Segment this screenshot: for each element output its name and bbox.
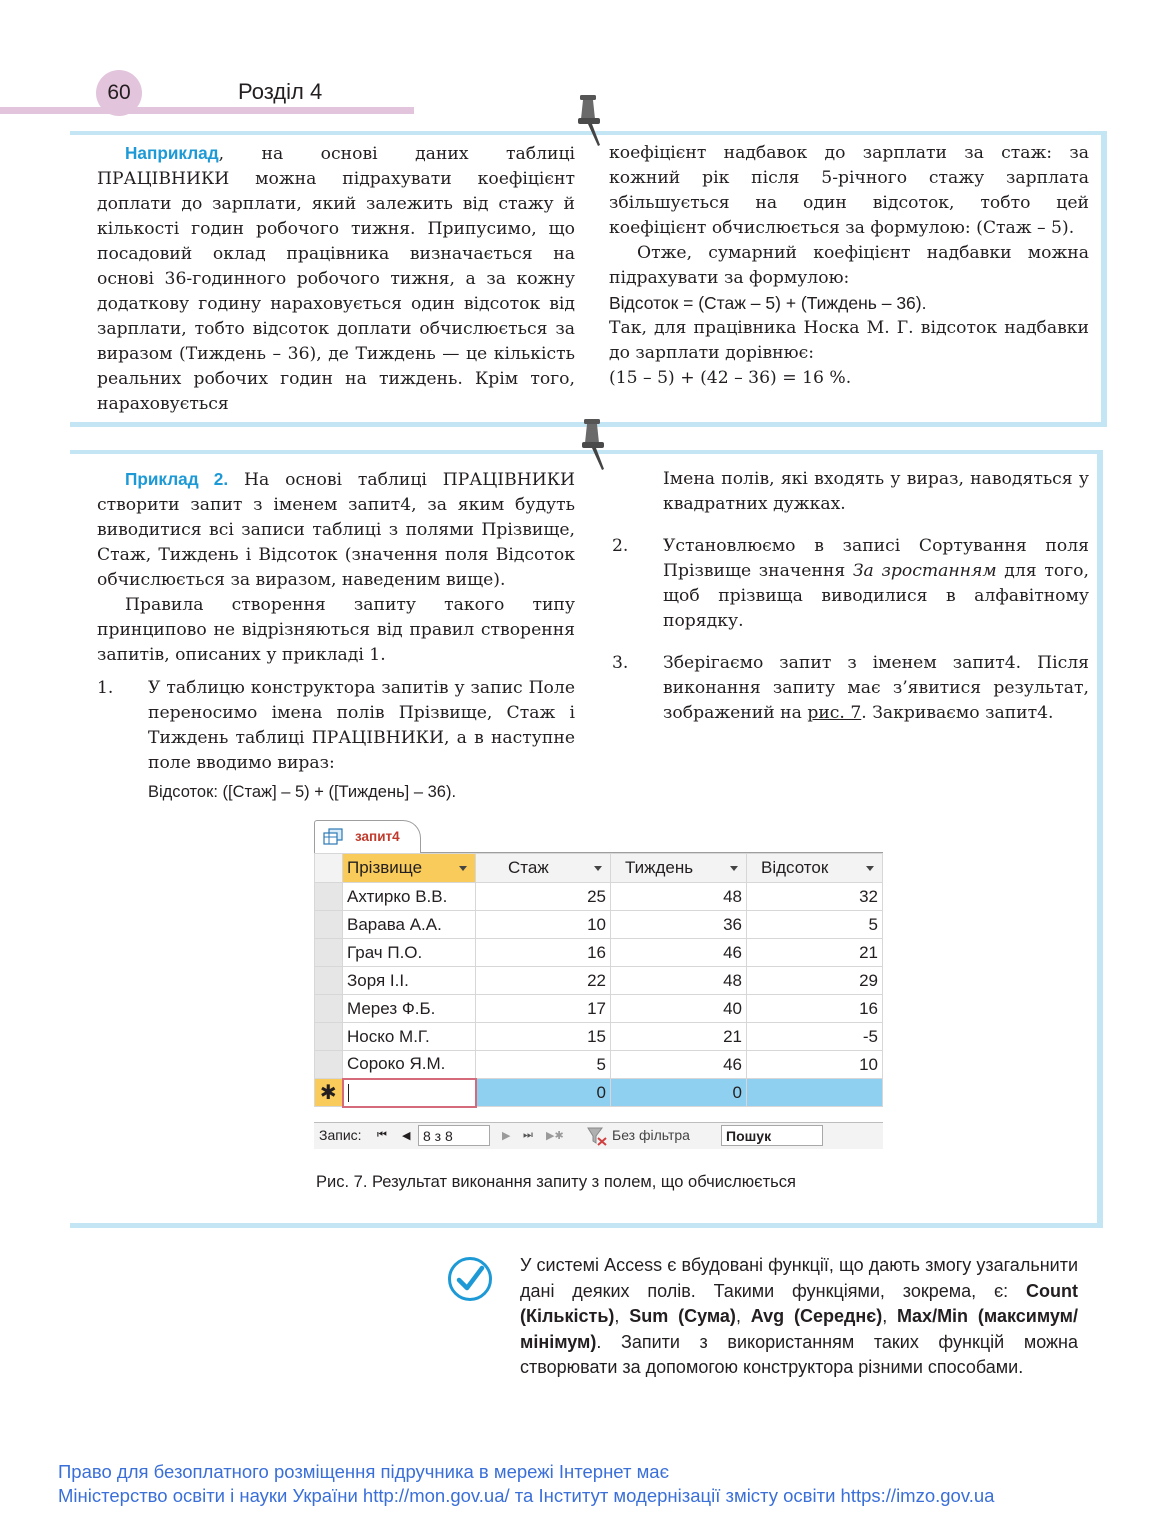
- item-number: 3.: [612, 653, 629, 673]
- box1-right-column: [609, 141, 1089, 391]
- cell-experience[interactable]: 5: [476, 1051, 611, 1079]
- row-selector[interactable]: [315, 995, 343, 1023]
- list-item: [612, 534, 1089, 634]
- cell-surname[interactable]: Грач П.О.: [343, 939, 476, 967]
- header-row: [315, 854, 883, 883]
- filter-icon: [586, 1126, 608, 1146]
- list-item: [612, 651, 1089, 726]
- cell-week[interactable]: 46: [611, 1051, 747, 1079]
- cell-percent[interactable]: 16: [747, 995, 883, 1023]
- pushpin-icon: [582, 417, 608, 473]
- column-header-experience[interactable]: [476, 854, 611, 883]
- example-lead: Наприклад: [125, 143, 219, 163]
- footer-line-2[interactable]: Міністерство освіти і науки України http://mon.gov.ua/ та Інститут модернізації змісту освіти https://imzo.gov.ua: [58, 1485, 995, 1506]
- cell-experience[interactable]: 0: [476, 1079, 611, 1107]
- box1-col2-p1: коефіцієнт надбавок до зарплати за стаж: за кожний рік після 5-річного стажу зарплата збільшується на один відсоток, тобто цей коефіцієнт обчислюється за формулою: (Стаж – 5).: [609, 143, 1089, 238]
- dropdown-arrow-icon[interactable]: [866, 866, 874, 871]
- item-number: 2.: [612, 536, 629, 556]
- cell-experience[interactable]: 10: [476, 911, 611, 939]
- footer-notice: [58, 1460, 994, 1508]
- item3-text-end: . Закриваємо запит4.: [861, 703, 1054, 723]
- figure-caption: Рис. 7. Результат виконання запиту з полем, що обчислюється: [316, 1173, 796, 1191]
- cell-percent[interactable]: 21: [747, 939, 883, 967]
- section-title: Розділ 4: [238, 79, 323, 104]
- box1-col2-p2: Отже, сумарний коефіцієнт надбавки можна підрахувати за формулою:: [609, 243, 1089, 288]
- column-label: Стаж: [508, 858, 549, 877]
- access-query-window: [314, 820, 883, 1150]
- cell-percent[interactable]: 5: [747, 911, 883, 939]
- box1-col1-text: , на основі даних таблиці ПРАЦІВНИКИ можна підрахувати коефіцієнт доплати до зарплати, який залежить від стажу й кількості годин робочого тижня. Припусимо, що посадовий оклад працівника визначається на основі 36-годинного робочого тижня, а за кожну додаткову годину нараховується один відсоток від зарплати, тобто відсоток доплати обчислюється за виразом (Тиждень – 36), де Тиждень — це кількість реальних робочих годин на тиждень. Крім того, нараховується: [97, 144, 575, 414]
- last-record-button[interactable]: ⏭: [523, 1129, 533, 1141]
- column-label: Відсоток: [761, 858, 829, 877]
- figure-reference-link[interactable]: рис. 7: [807, 703, 862, 723]
- box2-p1: На основі таблиці ПРАЦІВНИКИ створити запит з іменем запит4, за яким будуть виводитися всі записи таблиці з полями Прізвище, Стаж, Тиждень і Відсоток (значення поля Відсоток обчислюється за виразом, наведеним вище).: [97, 470, 575, 590]
- query-icon: [323, 828, 343, 846]
- search-input[interactable]: Пошук: [721, 1125, 823, 1146]
- column-header-percent[interactable]: [747, 854, 883, 883]
- separator: ,: [614, 1306, 630, 1326]
- box1-left-column: [97, 141, 575, 417]
- table-row[interactable]: [315, 995, 883, 1023]
- table-row[interactable]: [315, 1023, 883, 1051]
- cell-week[interactable]: 0: [611, 1079, 747, 1107]
- cell-surname[interactable]: Ахтирко В.В.: [343, 883, 476, 911]
- box2-right-column: [612, 467, 1089, 726]
- cell-surname[interactable]: Варава А.А.: [343, 911, 476, 939]
- note-text-end: . Запити з використанням таких функцій можна створювати за допомогою конструктора різними способами.: [520, 1331, 1078, 1377]
- cell-percent[interactable]: 29: [747, 967, 883, 995]
- cell-experience[interactable]: 17: [476, 995, 611, 1023]
- footer-line-1: Право для безоплатного розміщення підручника в мережі Інтернет має: [58, 1461, 670, 1482]
- cell-surname[interactable]: Мерез Ф.Б.: [343, 995, 476, 1023]
- previous-record-button[interactable]: ◀: [402, 1130, 411, 1142]
- dropdown-arrow-icon[interactable]: [730, 866, 738, 871]
- function-avg: Avg (Середнє): [750, 1306, 883, 1326]
- select-all-corner[interactable]: [315, 854, 343, 883]
- note-paragraph: [520, 1253, 1078, 1381]
- function-max-min: Max/Min (максимум/мінімум): [520, 1306, 1078, 1352]
- item2-text-end: для того, щоб прізвища виводилися в алфавітному порядку.: [663, 561, 1089, 631]
- function-sum: Sum (Сума): [629, 1306, 736, 1326]
- column-label: Тиждень: [625, 858, 694, 877]
- filter-toggle-button[interactable]: Без фільтра: [612, 1127, 690, 1143]
- cell-percent[interactable]: [747, 1079, 883, 1107]
- new-record-icon: ✱: [315, 1079, 343, 1107]
- tab-query4[interactable]: [314, 820, 421, 853]
- table-row[interactable]: [315, 939, 883, 967]
- row-selector[interactable]: [315, 883, 343, 911]
- item2-emphasis: За зростанням: [852, 561, 997, 581]
- separator: ,: [882, 1306, 898, 1326]
- example-2-lead: Приклад 2.: [125, 469, 229, 489]
- function-count: Count (Кількість): [520, 1280, 1078, 1326]
- first-record-button[interactable]: ⏮: [377, 1129, 387, 1141]
- formula-line: Відсоток = (Стаж – 5) + (Тиждень – 36).: [609, 293, 927, 313]
- row-selector[interactable]: [315, 911, 343, 939]
- cell-surname[interactable]: Носко М.Г.: [343, 1023, 476, 1051]
- cell-week[interactable]: 40: [611, 995, 747, 1023]
- new-record-row[interactable]: [315, 1079, 883, 1107]
- row-selector[interactable]: [315, 1051, 343, 1079]
- cell-percent[interactable]: 10: [747, 1051, 883, 1079]
- note-text: У системі Access є вбудовані функції, що дають змогу узагальнити дані деяких полів. Такими функціями, зокрема, є:: [520, 1255, 1078, 1301]
- record-navigation-bar: [314, 1122, 883, 1149]
- column-header-surname[interactable]: [343, 854, 476, 883]
- page-number: 60: [96, 70, 142, 116]
- record-position-input[interactable]: 8 з 8: [418, 1125, 490, 1146]
- box2-left-column: [97, 467, 575, 805]
- record-label: Запис:: [319, 1127, 362, 1143]
- pushpin-icon: [578, 93, 604, 149]
- tab-label: запит4: [355, 829, 400, 844]
- new-record-surname-input[interactable]: [343, 1079, 476, 1107]
- row-selector[interactable]: [315, 967, 343, 995]
- item-number: 1.: [97, 678, 114, 698]
- row-selector[interactable]: [315, 939, 343, 967]
- separator: ,: [735, 1306, 751, 1326]
- row-selector[interactable]: [315, 1023, 343, 1051]
- item1-expression: Відсоток: ([Стаж] – 5) + ([Тиждень] – 36).: [148, 783, 457, 801]
- cell-experience[interactable]: 16: [476, 939, 611, 967]
- item1-continuation: Імена полів, які входять у вираз, наводяться у квадратних дужках.: [663, 469, 1089, 514]
- result-table: [314, 853, 883, 1108]
- item3-text: Зберігаємо запит з іменем запит4. Після виконання запиту має з’явитися результат, зображений на: [663, 653, 1089, 723]
- item1-text: У таблицю конструктора запитів у запис Поле переносимо імена полів Прізвище, Стаж і Тиждень таблиці ПРАЦІВНИКИ, а в наступне поле вводимо вираз:: [148, 678, 575, 773]
- table-row[interactable]: [315, 883, 883, 911]
- list-item: [97, 676, 575, 805]
- cell-week[interactable]: 48: [611, 967, 747, 995]
- cell-week[interactable]: 48: [611, 883, 747, 911]
- datasheet-grid: [314, 853, 883, 1108]
- next-record-button[interactable]: ▶: [502, 1130, 511, 1142]
- cell-experience[interactable]: 25: [476, 883, 611, 911]
- cell-percent[interactable]: -5: [747, 1023, 883, 1051]
- column-label: Прізвище: [347, 858, 423, 877]
- new-record-button[interactable]: ▶✱: [546, 1130, 564, 1142]
- checkmark-icon: [447, 1256, 493, 1302]
- cell-week[interactable]: 21: [611, 1023, 747, 1051]
- cell-percent[interactable]: 32: [747, 883, 883, 911]
- cell-experience[interactable]: 15: [476, 1023, 611, 1051]
- box1-col2-p3: Так, для працівника Носка М. Г. відсоток надбавки до зарплати дорівнює:: [609, 318, 1089, 363]
- header-band: [0, 107, 414, 114]
- cell-experience[interactable]: 22: [476, 967, 611, 995]
- calculation-line: (15 – 5) + (42 – 36) = 16 %.: [609, 368, 852, 388]
- column-header-week[interactable]: [611, 854, 747, 883]
- cell-week[interactable]: 46: [611, 939, 747, 967]
- dropdown-arrow-icon[interactable]: [459, 866, 467, 871]
- text-cursor: [348, 1084, 349, 1102]
- box2-p2: Правила створення запиту такого типу принципово не відрізняються від правил створення запитів, описаних у прикладі 1.: [97, 595, 575, 665]
- table-row[interactable]: [315, 1051, 883, 1079]
- cell-surname[interactable]: Зоря І.І.: [343, 967, 476, 995]
- cell-surname[interactable]: Сороко Я.М.: [343, 1051, 476, 1079]
- dropdown-arrow-icon[interactable]: [594, 866, 602, 871]
- item2-text: Установлюємо в записі Сортування поля Прізвище значення: [663, 536, 1089, 581]
- table-row[interactable]: [315, 967, 883, 995]
- table-row[interactable]: [315, 911, 883, 939]
- cell-week[interactable]: 36: [611, 911, 747, 939]
